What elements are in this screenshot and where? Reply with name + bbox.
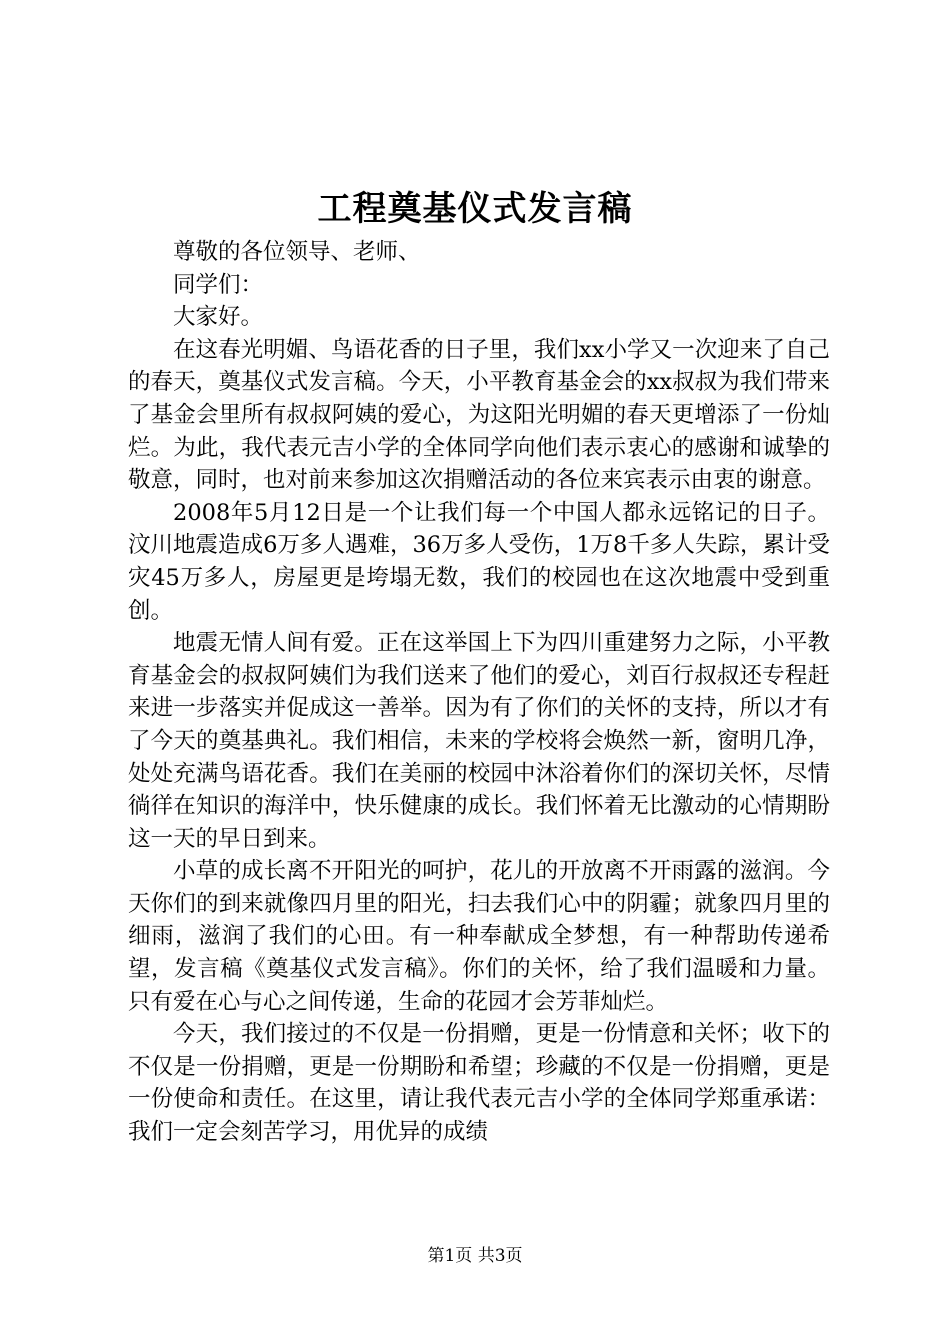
document-title: 工程奠基仪式发言稿 xyxy=(317,189,633,229)
paragraph-5: 今天，我们接过的不仅是一份捐赠，更是一份情意和关怀；收下的不仅是一份捐赠，更是一份期盼和希望；珍藏的不仅是一份捐赠，更是一份使命和责任。在这里，请让我代表元吉小学的全体同学郑重承诺：我们一定会刻苦学习，用优异的成绩 xyxy=(128,1021,830,1146)
paragraph-1: 在这春光明媚、鸟语花香的日子里，我们xx小学又一次迎来了自己的春天，奠基仪式发言稿。今天，小平教育基金会的xx叔叔为我们带来了基金会里所有叔叔阿姨的爱心，为这阳光明媚的春天更增添了一份灿烂。为此，我代表元吉小学的全体同学向他们表示衷心的感谢和诚挚的敬意，同时，也对前来参加这次捐赠活动的各位来宾表示由衷的谢意。 xyxy=(128,336,830,494)
greeting-line-1: 尊敬的各位领导、老师、 xyxy=(173,239,421,265)
paragraph-2: 2008年5月12日是一个让我们每一个中国人都永远铭记的日子。汶川地震造成6万多人遇难，36万多人受伤，1万8千多人失踪，累计受灾45万多人，房屋更是垮塌无数，我们的校园也在这次地震中受到重创。 xyxy=(128,499,830,624)
greeting-line-3: 大家好。 xyxy=(173,304,264,331)
paragraph-3: 地震无情人间有爱。正在这举国上下为四川重建努力之际，小平教育基金会的叔叔阿姨们为我们送来了他们的爱心，刘百行叔叔还专程赶来进一步落实并促成这一善举。因为有了你们的关怀的支持，所以才有了今天的奠基典礼。我们相信，未来的学校将会焕然一新，窗明几净，处处充满鸟语花香。我们在美丽的校园中沐浴着你们的深切关怀，尽情徜徉在知识的海洋中，快乐健康的成长。我们怀着无比激动的心情期盼这一天的早日到来。 xyxy=(128,630,830,852)
page-footer: 第1页 共3页 xyxy=(427,1246,523,1266)
paragraph-4: 小草的成长离不开阳光的呵护，花儿的开放离不开雨露的滋润。今天你们的到来就像四月里的阳光，扫去我们心中的阴霾；就象四月里的细雨，滋润了我们的心田。有一种奉献成全梦想，有一种帮助传递希望，发言稿《奠基仪式发言稿》。你们的关怀，给了我们温暖和力量。只有爱在心与心之间传递，生命的花园才会芳菲灿烂。 xyxy=(128,858,830,1015)
document-body xyxy=(128,236,830,1149)
greeting-line-2: 同学们： xyxy=(173,271,264,298)
